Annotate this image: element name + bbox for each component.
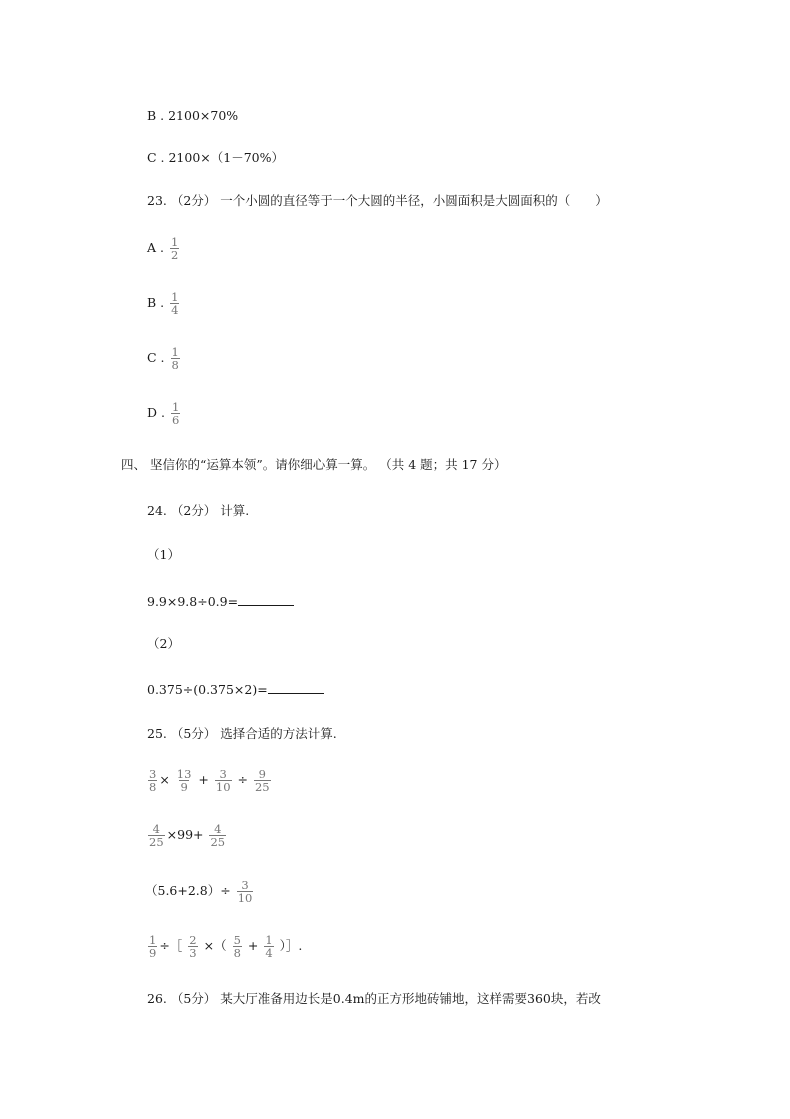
- fraction-denominator: 10: [215, 780, 231, 794]
- fraction: [233, 934, 242, 959]
- q23-option-b: [147, 291, 181, 316]
- q24-part2-label: （2）: [147, 636, 180, 651]
- fraction: [148, 823, 165, 848]
- q24-stem: 24. （2分） 计算.: [147, 503, 250, 518]
- fraction-denominator: 4: [265, 946, 273, 960]
- q26-stem: 26. （5分） 某大厅准备用边长是0.4m的正方形地砖铺地，这样需要360块，若改: [147, 991, 601, 1006]
- expression-text: 0.375÷(0.375×2)=: [147, 682, 268, 697]
- fraction-numerator: 2: [189, 933, 197, 947]
- q25-expression-2: [146, 823, 228, 848]
- q25-expression-1: [146, 768, 273, 793]
- option-letter: A .: [147, 240, 164, 255]
- option-fraction: [170, 236, 179, 261]
- fraction-denominator: 8: [233, 946, 241, 960]
- expression-text: 9.9×9.8÷0.9=: [147, 594, 239, 609]
- fraction-denominator: 25: [149, 835, 164, 849]
- fraction-numerator: 1: [170, 235, 179, 249]
- fraction: [176, 768, 193, 793]
- operator: ÷: [237, 772, 248, 787]
- fraction: [215, 768, 232, 793]
- fraction-numerator: 13: [176, 767, 192, 781]
- operator: +: [198, 772, 209, 787]
- fraction-denominator: 4: [171, 303, 179, 317]
- answer-blank[interactable]: [238, 593, 294, 606]
- q23-option-c: [147, 346, 182, 371]
- fraction-denominator: 8: [171, 358, 179, 372]
- operator: ÷［: [159, 938, 183, 953]
- q22-option-c: C . 2100×（1－70%）: [147, 150, 285, 165]
- fraction: [264, 934, 273, 959]
- operator: ×（: [203, 938, 227, 953]
- q25-stem: 25. （5分） 选择合适的方法计算.: [147, 726, 337, 741]
- fraction-denominator: 6: [171, 413, 180, 427]
- expression-text: （5.6+2.8）÷: [145, 883, 231, 898]
- q24-part1-label: （1）: [147, 547, 180, 562]
- option-letter: D .: [147, 405, 165, 420]
- fraction-denominator: 8: [149, 780, 157, 794]
- operator: +: [247, 938, 259, 953]
- option-letter: C .: [147, 350, 165, 365]
- fraction: [209, 823, 226, 848]
- fraction-numerator: 3: [219, 767, 227, 781]
- answer-blank[interactable]: [268, 681, 324, 694]
- q22-option-b: B . 2100×70%: [147, 108, 239, 123]
- fraction-denominator: 25: [254, 780, 270, 794]
- fraction-denominator: 10: [237, 891, 253, 905]
- operator: ×: [159, 772, 170, 787]
- fraction: [254, 768, 271, 793]
- q23-option-a: [147, 236, 181, 261]
- q25-expression-4: [146, 934, 302, 959]
- fraction-numerator: 1: [171, 400, 180, 414]
- fraction-numerator: 3: [241, 878, 249, 892]
- fraction-numerator: 5: [233, 933, 241, 947]
- option-fraction: [171, 401, 180, 426]
- section-heading: 四、 坚信你的“运算本领”。请你细心算一算。 （共 4 题；共 17 分）: [121, 457, 507, 472]
- fraction: [148, 768, 157, 793]
- fraction-numerator: 1: [171, 345, 179, 359]
- fraction-denominator: 2: [170, 248, 179, 262]
- fraction: [237, 879, 254, 904]
- q24-expr2: [147, 681, 324, 698]
- operator: ）］.: [279, 938, 303, 953]
- fraction-denominator: 25: [210, 835, 226, 849]
- operator: ×99+: [166, 827, 204, 842]
- option-fraction: [170, 291, 179, 316]
- fraction-numerator: 1: [171, 290, 179, 304]
- fraction: [188, 934, 197, 959]
- fraction-numerator: 1: [149, 933, 157, 947]
- fraction-denominator: 3: [189, 946, 197, 960]
- q24-expr1: [147, 593, 294, 610]
- q23-option-d: [147, 401, 182, 426]
- fraction-numerator: 1: [265, 933, 273, 947]
- q25-expression-3: [145, 879, 255, 904]
- fraction-numerator: 4: [152, 822, 160, 836]
- fraction-numerator: 4: [214, 822, 222, 836]
- q23-stem: 23. （2分） 一个小圆的直径等于一个大圆的半径，小圆面积是大圆面积的（ ）: [147, 193, 608, 208]
- fraction-denominator: 9: [149, 946, 157, 960]
- option-fraction: [171, 346, 180, 371]
- fraction: [148, 934, 157, 959]
- option-letter: B .: [147, 295, 165, 310]
- fraction-denominator: 9: [180, 780, 188, 794]
- fraction-numerator: 9: [258, 767, 266, 781]
- fraction-numerator: 3: [149, 767, 157, 781]
